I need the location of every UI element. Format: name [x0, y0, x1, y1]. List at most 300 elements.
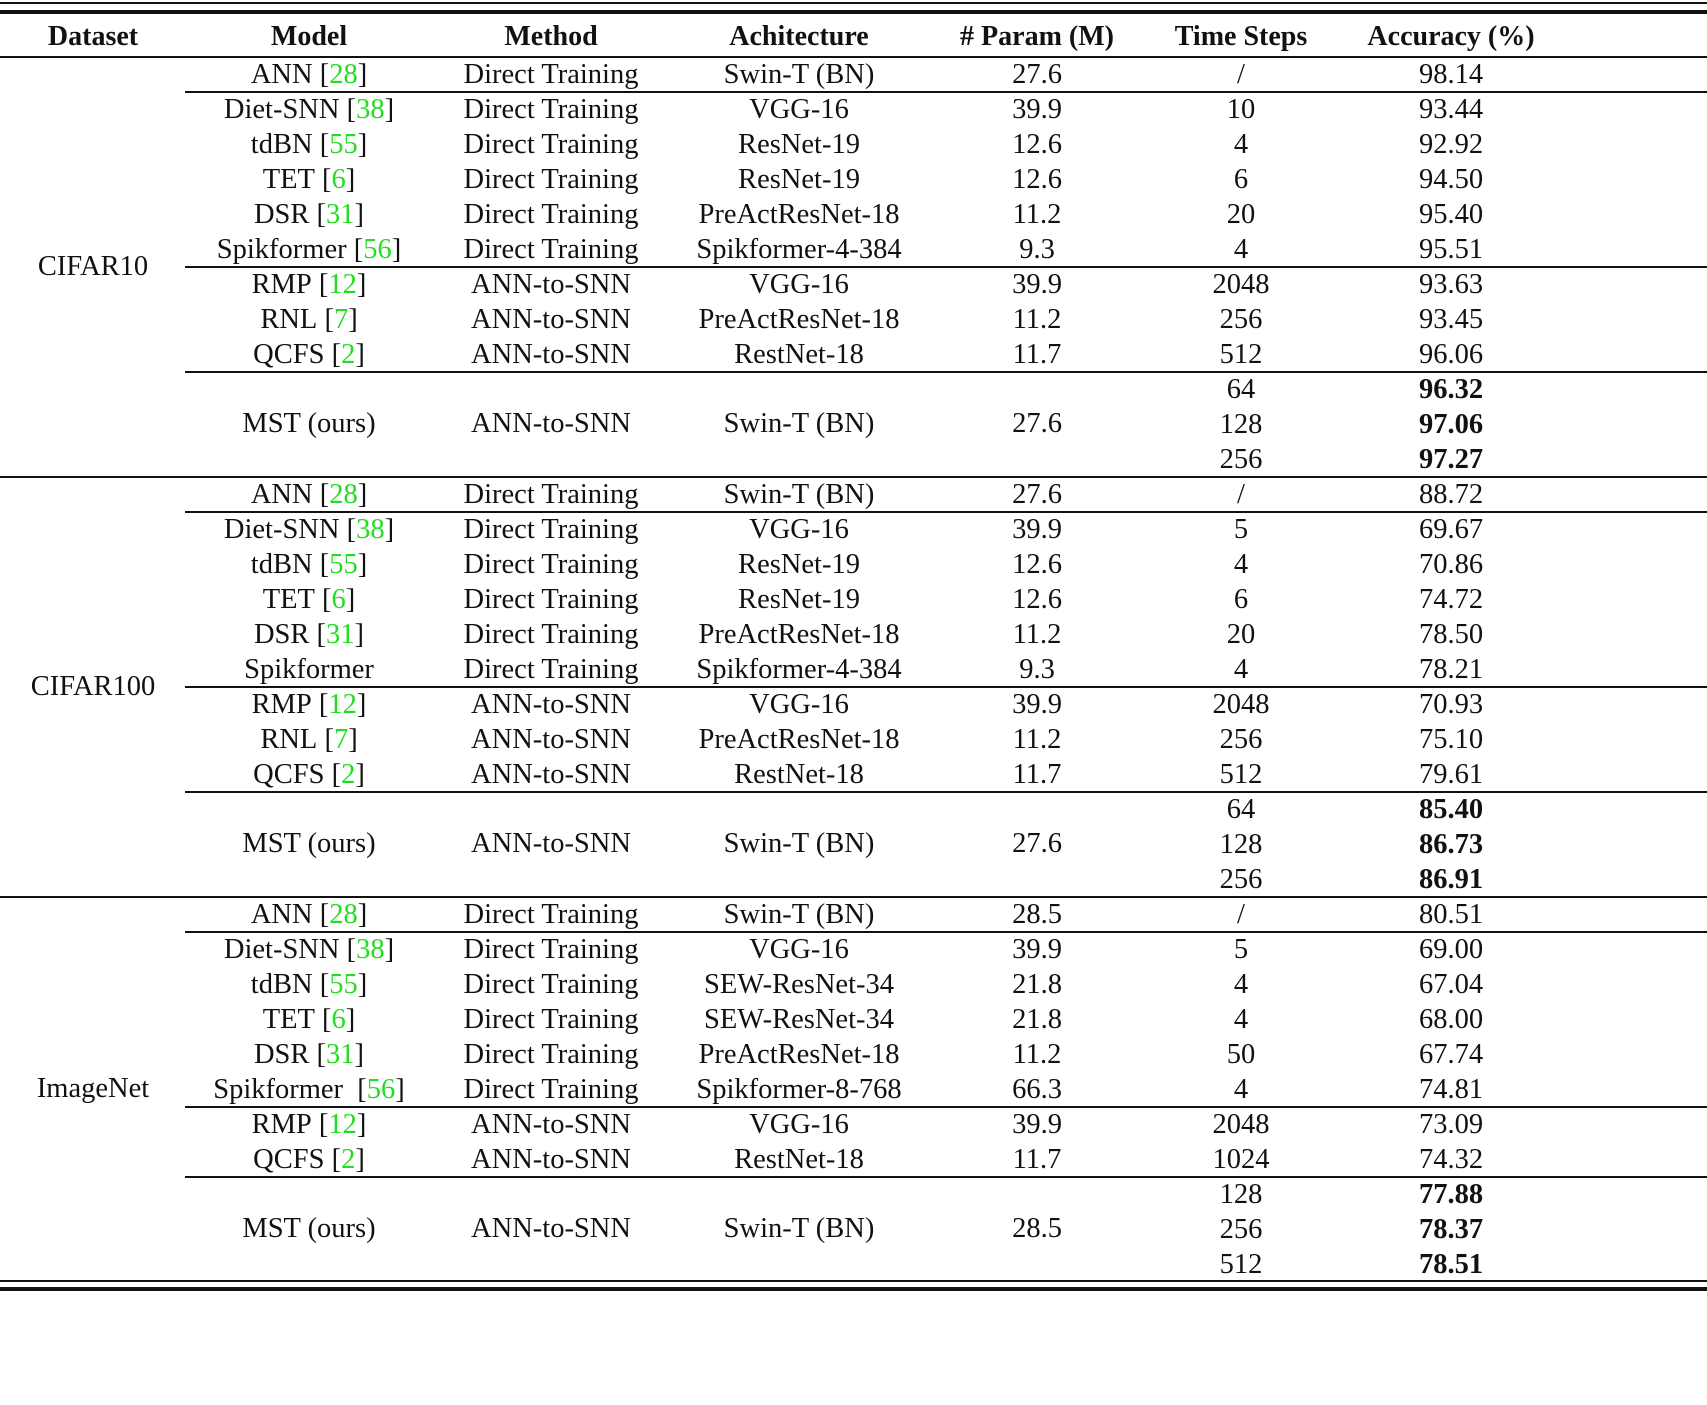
- cite-bracket: [: [312, 478, 330, 510]
- cell-model: [251, 57, 367, 92]
- cite-bracket: ]: [356, 1108, 367, 1140]
- cite-bracket: [: [339, 933, 357, 965]
- cell-params: 27.6: [1012, 58, 1062, 90]
- cell-arch: PreActResNet-18: [698, 618, 900, 650]
- citation-link[interactable]: 12: [328, 1108, 357, 1140]
- cite-bracket: [: [324, 758, 342, 790]
- cite-bracket: [: [346, 233, 364, 265]
- cell-steps: 5: [1233, 933, 1249, 965]
- cell-method: Direct Training: [463, 933, 639, 965]
- cell-method: Direct Training: [463, 1073, 639, 1105]
- cell-model: [254, 1037, 364, 1072]
- ours-arch: Swin-T (BN): [723, 408, 875, 439]
- model-name: QCFS: [253, 758, 325, 790]
- model-name: Spikformer: [244, 653, 374, 685]
- cell-steps: 128: [1219, 1178, 1263, 1210]
- cite-bracket: ]: [356, 688, 367, 720]
- ours-params: 27.6: [1012, 408, 1062, 439]
- cell-acc-best: 78.51: [1418, 1248, 1484, 1280]
- citation-link[interactable]: 6: [331, 583, 346, 615]
- cell-steps: 4: [1233, 233, 1249, 265]
- cell-acc-best: 86.91: [1418, 863, 1484, 895]
- table-row-ours: [0, 372, 1707, 407]
- cite-bracket: [: [309, 1038, 327, 1070]
- cell-acc: 79.61: [1418, 758, 1484, 790]
- cell-params: 39.9: [1012, 268, 1062, 300]
- cell-acc: 73.09: [1418, 1108, 1484, 1140]
- model-name: Spikformer: [213, 1073, 351, 1105]
- cite-bracket: [: [312, 968, 330, 1000]
- bottom-rule-thin: [0, 1280, 1707, 1282]
- table-row: [0, 757, 1707, 792]
- cell-steps: 64: [1226, 373, 1256, 405]
- citation-link[interactable]: 38: [356, 513, 385, 545]
- header-model: Model: [270, 21, 348, 52]
- cell-acc: 68.00: [1418, 1003, 1484, 1035]
- table-row: [0, 967, 1707, 1002]
- table-row: [0, 582, 1707, 617]
- cell-steps: 64: [1226, 793, 1256, 825]
- cell-model: [252, 267, 367, 302]
- citation-link[interactable]: 31: [326, 198, 355, 230]
- table-row: [0, 512, 1707, 547]
- cite-bracket: [: [311, 268, 329, 300]
- table-row: [0, 897, 1707, 932]
- header-method: Method: [504, 21, 598, 52]
- top-rule-thick: [0, 10, 1707, 14]
- cell-method: ANN-to-SNN: [471, 723, 631, 755]
- table-row: [0, 197, 1707, 232]
- cell-acc: 93.63: [1418, 268, 1484, 300]
- cell-params: 39.9: [1012, 933, 1062, 965]
- cell-method: ANN-to-SNN: [471, 1143, 631, 1175]
- dataset-label: ImageNet: [36, 1073, 150, 1104]
- cell-params: 39.9: [1012, 93, 1062, 125]
- cell-acc-best: 78.37: [1418, 1213, 1484, 1245]
- cell-method: Direct Training: [463, 618, 639, 650]
- table-row: [0, 92, 1707, 127]
- model-name: TET: [262, 583, 315, 615]
- cell-params: 66.3: [1012, 1073, 1062, 1105]
- cell-method: Direct Training: [463, 233, 639, 265]
- cell-steps: /: [1237, 58, 1245, 90]
- model-name: tdBN: [250, 968, 313, 1000]
- cite-bracket: [: [309, 198, 327, 230]
- cite-bracket: [: [324, 338, 342, 370]
- cell-params: 11.7: [1012, 758, 1062, 790]
- cell-model: [224, 932, 394, 967]
- cell-params: 11.2: [1012, 198, 1062, 230]
- cell-method: Direct Training: [463, 653, 639, 685]
- cite-bracket: ]: [354, 198, 365, 230]
- cell-arch: PreActResNet-18: [698, 723, 900, 755]
- model-name: QCFS: [253, 338, 325, 370]
- model-name: QCFS: [253, 1143, 325, 1175]
- cell-params: 12.6: [1012, 548, 1062, 580]
- cell-arch: VGG-16: [749, 93, 849, 125]
- cite-bracket: [: [311, 1108, 329, 1140]
- cell-arch: RestNet-18: [734, 1143, 864, 1175]
- table-row: [0, 1002, 1707, 1037]
- model-name: RMP: [251, 268, 312, 300]
- table-row: [0, 337, 1707, 372]
- ours-method: ANN-to-SNN: [471, 408, 631, 439]
- cell-acc: 78.21: [1418, 653, 1484, 685]
- cell-method: Direct Training: [463, 513, 639, 545]
- cite-bracket: ]: [355, 1143, 365, 1175]
- cell-steps: 4: [1233, 968, 1249, 1000]
- cite-bracket: [: [324, 1143, 342, 1175]
- cite-bracket: ]: [384, 933, 395, 965]
- cell-steps: 4: [1233, 653, 1249, 685]
- cell-method: Direct Training: [463, 1038, 639, 1070]
- model-name: RMP: [251, 1108, 312, 1140]
- cell-params: 9.3: [1019, 653, 1055, 685]
- cell-acc-best: 96.32: [1418, 373, 1484, 405]
- model-name: ANN: [250, 58, 313, 90]
- table-row: [0, 127, 1707, 162]
- cell-params: 11.2: [1012, 1038, 1062, 1070]
- cell-model: [224, 512, 394, 547]
- cell-model: [251, 547, 367, 582]
- citation-link[interactable]: 6: [331, 163, 346, 195]
- cell-steps: 1024: [1212, 1143, 1270, 1175]
- table-row: [0, 57, 1707, 92]
- top-rule-thin: [0, 2, 1707, 4]
- cell-arch: ResNet-19: [738, 548, 860, 580]
- cite-bracket: [: [312, 548, 330, 580]
- table-row: [0, 162, 1707, 197]
- table-row-ours: [0, 862, 1707, 897]
- ours-model: MST (ours): [242, 408, 376, 439]
- cell-steps: 256: [1219, 863, 1263, 895]
- cite-bracket: ]: [345, 1003, 356, 1035]
- citation-link[interactable]: 2: [341, 1143, 356, 1175]
- cell-method: ANN-to-SNN: [471, 268, 631, 300]
- citation-link[interactable]: 6: [331, 1003, 346, 1035]
- citation-link[interactable]: 38: [356, 93, 385, 125]
- cell-acc: 93.44: [1418, 93, 1484, 125]
- dataset-label: CIFAR100: [30, 670, 156, 702]
- citation-link[interactable]: 55: [329, 548, 358, 580]
- citation-link[interactable]: 55: [329, 968, 358, 1000]
- cell-method: ANN-to-SNN: [471, 303, 631, 335]
- cell-method: Direct Training: [463, 548, 639, 580]
- dataset-label: CIFAR10: [37, 250, 149, 282]
- cell-acc: 74.32: [1418, 1143, 1484, 1175]
- cell-model: [217, 232, 401, 267]
- cell-acc: 93.45: [1418, 303, 1484, 335]
- cell-acc: 78.50: [1418, 618, 1484, 650]
- ours-model: MST (ours): [242, 1213, 376, 1244]
- cell-method: Direct Training: [463, 968, 639, 1000]
- cite-bracket: [: [317, 303, 334, 335]
- table-row: [0, 1072, 1707, 1107]
- cell-arch: ResNet-19: [738, 583, 860, 615]
- header-architecture: Achitecture: [729, 21, 869, 52]
- cell-steps: 256: [1219, 443, 1263, 475]
- model-name: RMP: [251, 688, 312, 720]
- cell-acc: 94.50: [1418, 163, 1484, 195]
- cite-bracket: [: [312, 898, 330, 930]
- cell-arch: SEW-ResNet-34: [704, 1003, 894, 1035]
- cell-steps: 512: [1219, 338, 1263, 370]
- cell-acc: 69.00: [1418, 933, 1484, 965]
- cell-steps: 4: [1233, 128, 1249, 160]
- cell-model: [224, 92, 394, 127]
- cell-steps: 2048: [1212, 688, 1270, 720]
- citation-link[interactable]: 7: [333, 723, 349, 755]
- cell-params: 12.6: [1012, 128, 1062, 160]
- table-row: [0, 1107, 1707, 1142]
- cite-bracket: [: [309, 618, 327, 650]
- table-header: [0, 19, 1707, 54]
- cell-steps: 20: [1226, 198, 1256, 230]
- model-name: Diet-SNN: [223, 93, 340, 125]
- cell-acc: 74.72: [1418, 583, 1484, 615]
- cell-model: [263, 582, 356, 617]
- cell-steps: 256: [1219, 303, 1263, 335]
- cell-acc: 88.72: [1418, 478, 1484, 510]
- cite-bracket: ]: [354, 618, 365, 650]
- cite-bracket: ]: [357, 58, 368, 90]
- cite-bracket: ]: [391, 233, 402, 265]
- model-name: DSR: [253, 618, 310, 650]
- citation-link[interactable]: 56: [363, 233, 392, 265]
- citation-link[interactable]: 28: [329, 478, 358, 510]
- model-name: DSR: [253, 198, 310, 230]
- table-row: [0, 477, 1707, 512]
- table-row: [0, 932, 1707, 967]
- cell-steps: 256: [1219, 1213, 1263, 1245]
- cell-method: Direct Training: [463, 1003, 639, 1035]
- cite-bracket: ]: [357, 968, 368, 1000]
- cell-method: Direct Training: [463, 583, 639, 615]
- cell-model: [252, 1107, 367, 1142]
- ours-arch: Swin-T (BN): [723, 1213, 875, 1244]
- cite-bracket: ]: [384, 93, 395, 125]
- cell-params: 21.8: [1012, 1003, 1062, 1035]
- cite-bracket: ]: [357, 478, 368, 510]
- ours-model: MST (ours): [242, 828, 376, 859]
- cite-bracket: ]: [356, 268, 367, 300]
- cell-acc: 69.67: [1418, 513, 1484, 545]
- citation-link[interactable]: 31: [326, 618, 355, 650]
- cell-steps: 50: [1226, 1038, 1256, 1070]
- cell-model: [244, 652, 374, 687]
- cell-arch: VGG-16: [749, 933, 849, 965]
- table-row-ours: [0, 792, 1707, 827]
- cite-bracket: [: [311, 688, 329, 720]
- cell-acc: 98.14: [1418, 58, 1484, 90]
- cite-bracket: [: [339, 513, 357, 545]
- cell-steps: 6: [1233, 583, 1249, 615]
- cell-model: [253, 1142, 365, 1177]
- cell-arch: Spikformer-8-768: [696, 1073, 902, 1105]
- table-row: [0, 267, 1707, 302]
- cell-arch: ResNet-19: [738, 128, 860, 160]
- cite-bracket: [: [350, 1073, 367, 1105]
- cell-arch: VGG-16: [749, 688, 849, 720]
- cell-acc: 95.51: [1418, 233, 1484, 265]
- cell-arch: Swin-T (BN): [723, 58, 875, 90]
- table-row-ours: [0, 442, 1707, 477]
- cell-model: [213, 1072, 405, 1107]
- cell-model: [263, 162, 356, 197]
- citation-link[interactable]: 28: [329, 898, 358, 930]
- header-params: # Param (M): [960, 21, 1114, 52]
- model-name: ANN: [250, 478, 313, 510]
- cell-steps: 128: [1219, 408, 1263, 440]
- cell-model: [251, 127, 367, 162]
- cell-arch: VGG-16: [749, 1108, 849, 1140]
- cell-method: Direct Training: [463, 128, 639, 160]
- cell-model: [254, 197, 364, 232]
- citation-link[interactable]: 56: [366, 1073, 396, 1105]
- citation-link[interactable]: 38: [356, 933, 385, 965]
- table-row: [0, 687, 1707, 722]
- cell-steps: /: [1237, 478, 1245, 510]
- cell-acc: 67.04: [1418, 968, 1484, 1000]
- model-name: RNL: [260, 303, 318, 335]
- cell-arch: PreActResNet-18: [698, 1038, 900, 1070]
- cell-acc-best: 77.88: [1418, 1178, 1484, 1210]
- model-name: RNL: [260, 723, 318, 755]
- cell-steps: 2048: [1212, 1108, 1270, 1140]
- table-row: [0, 547, 1707, 582]
- citation-link[interactable]: 12: [328, 268, 357, 300]
- cell-acc-best: 97.27: [1418, 443, 1484, 475]
- cell-model: [252, 687, 367, 722]
- citation-link[interactable]: 12: [328, 688, 357, 720]
- cell-method: ANN-to-SNN: [471, 1108, 631, 1140]
- model-name: tdBN: [250, 128, 313, 160]
- cell-params: 11.2: [1012, 303, 1062, 335]
- cell-params: 11.2: [1012, 618, 1062, 650]
- citation-link[interactable]: 7: [333, 303, 349, 335]
- cell-steps: /: [1237, 898, 1245, 930]
- cell-method: Direct Training: [463, 93, 639, 125]
- cell-model: [251, 897, 367, 932]
- cell-arch: Swin-T (BN): [723, 478, 875, 510]
- cite-bracket: [: [312, 58, 330, 90]
- cell-model: [251, 967, 367, 1002]
- cell-arch: Spikformer-4-384: [696, 653, 902, 685]
- cell-params: 11.7: [1012, 338, 1062, 370]
- cell-steps: 10: [1226, 93, 1256, 125]
- table-row: [0, 722, 1707, 757]
- ours-method: ANN-to-SNN: [471, 828, 631, 859]
- cite-bracket: ]: [357, 548, 368, 580]
- cell-params: 27.6: [1012, 478, 1062, 510]
- cell-acc-best: 97.06: [1418, 408, 1484, 440]
- table-row: [0, 1142, 1707, 1177]
- cell-arch: PreActResNet-18: [698, 303, 900, 335]
- cell-params: 28.5: [1012, 898, 1062, 930]
- cell-arch: RestNet-18: [734, 758, 864, 790]
- cell-model: [260, 302, 357, 337]
- cell-params: 11.7: [1012, 1143, 1062, 1175]
- cell-params: 12.6: [1012, 583, 1062, 615]
- cell-model: [253, 337, 365, 372]
- ours-arch: Swin-T (BN): [723, 828, 875, 859]
- cell-arch: VGG-16: [749, 513, 849, 545]
- model-name: Spikformer: [216, 233, 347, 265]
- cell-model: [254, 617, 364, 652]
- table-row-ours: [0, 1177, 1707, 1212]
- cell-params: 21.8: [1012, 968, 1062, 1000]
- cell-arch: PreActResNet-18: [698, 198, 900, 230]
- table-row: [0, 232, 1707, 267]
- cell-arch: ResNet-19: [738, 163, 860, 195]
- cell-params: 39.9: [1012, 688, 1062, 720]
- cell-acc: 74.81: [1418, 1073, 1484, 1105]
- cell-steps: 512: [1219, 1248, 1263, 1280]
- cell-steps: 2048: [1212, 268, 1270, 300]
- ours-params: 27.6: [1012, 828, 1062, 859]
- citation-link[interactable]: 55: [329, 128, 358, 160]
- cell-arch: SEW-ResNet-34: [704, 968, 894, 1000]
- cell-steps: 512: [1219, 758, 1263, 790]
- cell-method: Direct Training: [463, 58, 639, 90]
- citation-link[interactable]: 28: [329, 58, 358, 90]
- cell-steps: 4: [1233, 1073, 1249, 1105]
- cite-bracket: [: [312, 128, 330, 160]
- cell-method: Direct Training: [463, 898, 639, 930]
- cell-steps: 4: [1233, 1003, 1249, 1035]
- cell-acc: 92.92: [1418, 128, 1484, 160]
- cite-bracket: ]: [355, 338, 365, 370]
- cell-method: Direct Training: [463, 198, 639, 230]
- ours-method: ANN-to-SNN: [471, 1213, 631, 1244]
- cite-bracket: ]: [357, 128, 368, 160]
- cell-params: 9.3: [1019, 233, 1055, 265]
- citation-link[interactable]: 31: [326, 1038, 355, 1070]
- cell-steps: 5: [1233, 513, 1249, 545]
- header-accuracy: Accuracy (%): [1367, 21, 1535, 52]
- table-row: [0, 617, 1707, 652]
- cell-acc: 75.10: [1418, 723, 1484, 755]
- cell-acc-best: 86.73: [1418, 828, 1484, 860]
- table-row-ours: [0, 1247, 1707, 1282]
- cell-params: 12.6: [1012, 163, 1062, 195]
- bottom-rule-thick: [0, 1287, 1707, 1291]
- citation-link[interactable]: 2: [341, 758, 356, 790]
- cell-acc: 70.86: [1418, 548, 1484, 580]
- citation-link[interactable]: 2: [341, 338, 356, 370]
- cell-steps: 4: [1233, 548, 1249, 580]
- cell-arch: VGG-16: [749, 268, 849, 300]
- cell-method: Direct Training: [463, 163, 639, 195]
- cell-steps: 256: [1219, 723, 1263, 755]
- cite-bracket: ]: [348, 723, 358, 755]
- cell-method: ANN-to-SNN: [471, 688, 631, 720]
- header-time-steps: Time Steps: [1174, 21, 1308, 52]
- cite-bracket: [: [314, 583, 332, 615]
- table-row: [0, 1037, 1707, 1072]
- cell-model: [263, 1002, 356, 1037]
- cell-steps: 128: [1219, 828, 1263, 860]
- cell-arch: Spikformer-4-384: [696, 233, 902, 265]
- cite-bracket: ]: [345, 583, 356, 615]
- cite-bracket: ]: [355, 758, 365, 790]
- cite-bracket: ]: [384, 513, 395, 545]
- model-name: ANN: [250, 898, 313, 930]
- table-row: [0, 302, 1707, 337]
- cite-bracket: ]: [345, 163, 356, 195]
- cite-bracket: [: [314, 163, 332, 195]
- model-name: TET: [262, 163, 315, 195]
